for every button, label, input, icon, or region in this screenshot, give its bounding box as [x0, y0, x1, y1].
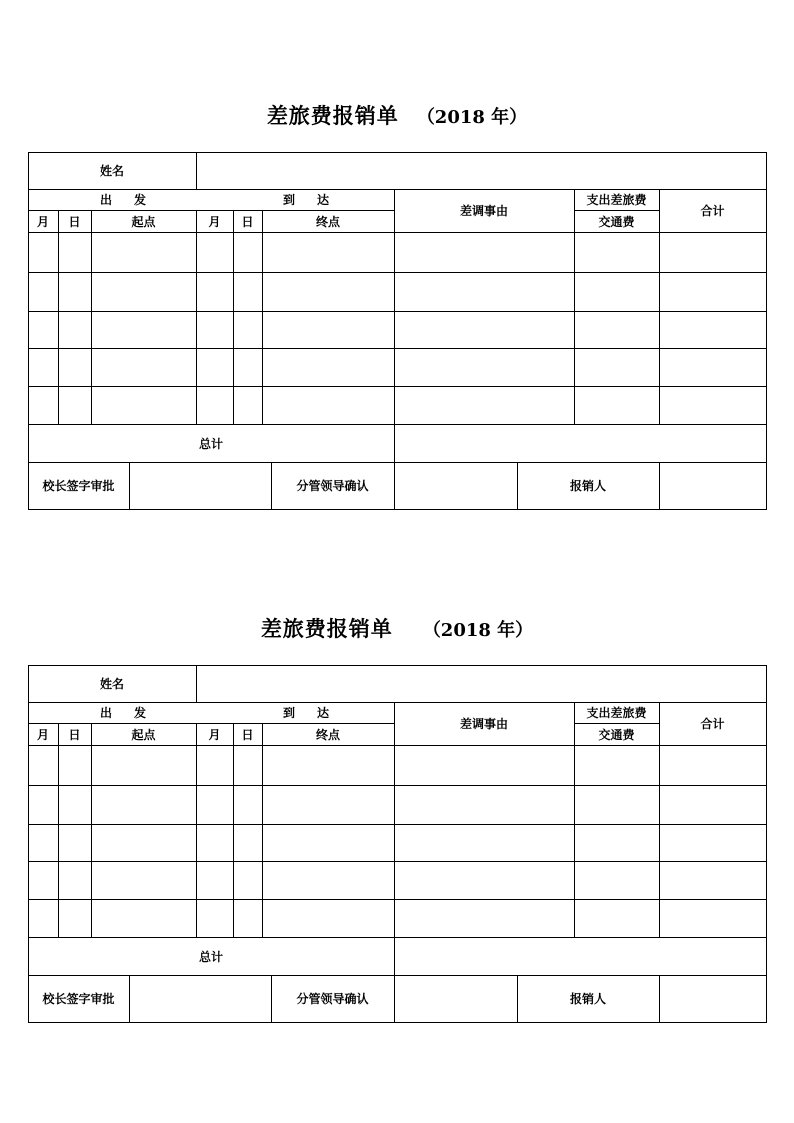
claimant-label: 报销人	[569, 479, 606, 493]
col-divider	[262, 723, 263, 937]
row-divider	[28, 824, 767, 825]
grand-total-label: 总计	[198, 949, 223, 964]
col-divider	[233, 723, 234, 937]
month-label: 月	[36, 727, 49, 742]
row-divider	[28, 272, 767, 273]
principal-sign-label: 校长签字审批	[42, 479, 115, 493]
col-divider	[233, 210, 234, 424]
claimant-field[interactable]	[659, 462, 766, 509]
destination-label: 终点	[315, 214, 340, 229]
claimant-label: 报销人	[569, 992, 606, 1006]
leader-confirm-label: 分管领导确认	[296, 992, 369, 1006]
row-divider	[28, 785, 767, 786]
expense-header-label: 支出差旅费	[586, 706, 647, 720]
table-border-bottom	[28, 1022, 767, 1023]
reason-label: 差调事由	[459, 717, 508, 731]
form-year: （2018 年）	[416, 107, 528, 128]
form-title-text: 差旅费报销单	[260, 616, 393, 641]
row-divider	[28, 861, 767, 862]
total-col-label: 合计	[700, 204, 725, 218]
name-field[interactable]	[196, 665, 766, 702]
form-title	[0, 613, 794, 645]
claimant-field[interactable]	[659, 975, 766, 1022]
depart-label: 出发	[99, 193, 168, 207]
origin-label: 起点	[131, 727, 156, 742]
expense-table	[28, 665, 767, 1023]
destination-label: 终点	[315, 727, 340, 742]
month-label: 月	[36, 214, 49, 229]
grand-total-label: 总计	[198, 436, 223, 451]
depart-label: 出发	[99, 706, 168, 720]
col-divider	[58, 210, 59, 424]
leader-confirm-label: 分管领导确认	[296, 479, 369, 493]
row-divider	[28, 348, 767, 349]
col-divider	[262, 210, 263, 424]
day-label: 日	[241, 727, 254, 742]
name-label: 姓名	[99, 164, 124, 178]
col-divider	[91, 210, 92, 424]
row-divider	[28, 745, 767, 746]
col-divider	[196, 723, 197, 937]
table-border-right	[766, 152, 767, 510]
grand-total-field[interactable]	[394, 937, 766, 975]
leader-confirm-field[interactable]	[394, 975, 517, 1022]
transport-label: 交通费	[598, 727, 635, 742]
arrive-label: 到达	[282, 193, 351, 207]
principal-sign-field[interactable]	[129, 462, 271, 509]
day-label: 日	[68, 214, 81, 229]
form-year: （2018 年）	[422, 620, 534, 641]
principal-sign-field[interactable]	[129, 975, 271, 1022]
form-title	[0, 100, 794, 132]
month-label: 月	[208, 214, 221, 229]
day-label: 日	[68, 727, 81, 742]
col-divider	[196, 210, 197, 424]
col-divider	[58, 723, 59, 937]
arrive-label: 到达	[282, 706, 351, 720]
month-label: 月	[208, 727, 221, 742]
col-divider	[91, 723, 92, 937]
principal-sign-label: 校长签字审批	[42, 992, 115, 1006]
origin-label: 起点	[131, 214, 156, 229]
leader-confirm-field[interactable]	[394, 462, 517, 509]
table-border-bottom	[28, 509, 767, 510]
row-divider	[28, 232, 767, 233]
name-label: 姓名	[99, 677, 124, 691]
reason-label: 差调事由	[459, 204, 508, 218]
row-divider	[28, 311, 767, 312]
table-border-right	[766, 665, 767, 1023]
total-col-label: 合计	[700, 717, 725, 731]
name-field[interactable]	[196, 152, 766, 189]
expense-header-label: 支出差旅费	[586, 193, 647, 207]
grand-total-field[interactable]	[394, 424, 766, 462]
form-title-text: 差旅费报销单	[266, 103, 399, 128]
day-label: 日	[241, 214, 254, 229]
transport-label: 交通费	[598, 214, 635, 229]
row-divider	[28, 899, 767, 900]
expense-table	[28, 152, 767, 510]
row-divider	[28, 386, 767, 387]
